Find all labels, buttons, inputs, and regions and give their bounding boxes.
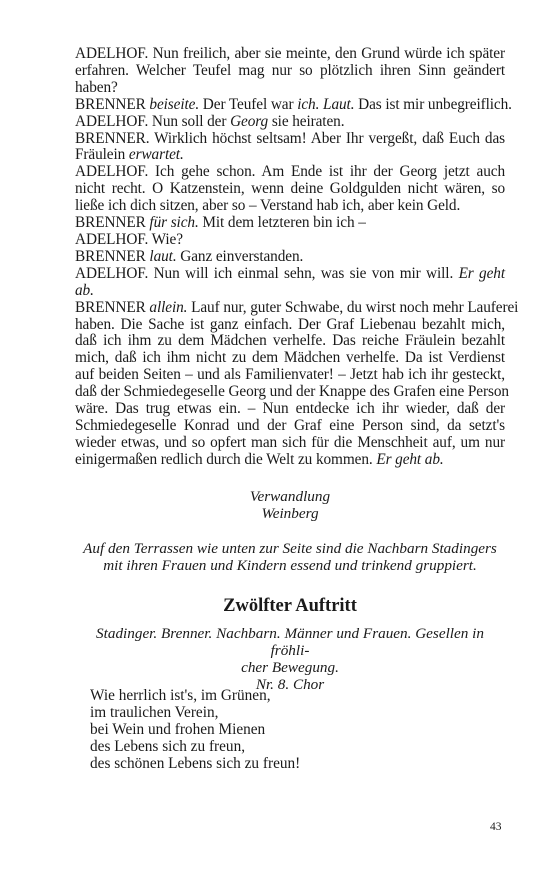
- dialogue-segment: daß ich ihm zu dem Mädchen verhelfe. Das reiche Fräulein bezahlt: [75, 332, 505, 350]
- chorus-verse: [90, 687, 300, 772]
- dialogue-line: [75, 249, 505, 266]
- verse-line: im traulichen Verein,: [90, 704, 219, 722]
- stage-note: beiseite.: [149, 95, 200, 113]
- dialogue-line: [75, 367, 505, 384]
- dialogue-line: [75, 266, 505, 283]
- dialogue-segment: wäre. Das trug etwas ein. – Nun entdecke ich ihr wieder, daß der: [75, 400, 505, 418]
- dialogue-line: [75, 383, 509, 401]
- stage-note: Er geht ab.: [376, 450, 444, 468]
- dialogue-segment: auf beiden Seiten – und als Familienvater! – Jetzt hab ich ihr gesteckt,: [75, 366, 505, 384]
- dialogue-line: [75, 232, 505, 249]
- stage-note: Er geht: [458, 264, 505, 282]
- dialogue-segment: daß der Schmiedegeselle Georg und der Knappe des Grafen eine Person: [75, 383, 509, 401]
- verse-line: des Lebens sich zu freun,: [90, 738, 246, 756]
- dialogue-line: [75, 198, 505, 215]
- dialogue-line: [75, 435, 505, 452]
- stage-direction: [75, 540, 505, 574]
- dialogue-segment: einigermaßen redlich durch die Welt zu kommen.: [75, 450, 377, 468]
- dialogue-line: [75, 401, 505, 418]
- dialogue-line: [75, 215, 505, 232]
- dialogue-line: [75, 147, 505, 164]
- dialogue-segment: BRENNER. Wirklich höchst seltsam! Aber Ihr vergeßt, daß Euch das: [75, 129, 505, 147]
- dialogue-segment: BRENNER: [75, 214, 150, 232]
- stage-direction-line: mit ihren Frauen und Kindern essend und trinkend gruppiert.: [103, 557, 477, 574]
- dialogue-segment: haben?: [75, 78, 118, 96]
- verse-line: bei Wein und frohen Mienen: [90, 721, 266, 739]
- stage-note: allein.: [149, 298, 188, 316]
- dialogue-segment: Ganz einverstanden.: [176, 247, 304, 265]
- stage-note: ich. Laut.: [297, 95, 355, 113]
- dialogue-segment: ließe ich dich sitzen, aber so – Verstand hab ich, aber kein Geld.: [75, 197, 461, 215]
- dialogue-segment: erfahren. Welcher Teufel mag nur so plötzlich ihren Sinn geändert: [75, 61, 505, 79]
- dialogue-segment: Das ist mir unbegreiflich.: [354, 95, 512, 113]
- cast-line: cher Bewegung.: [241, 659, 339, 676]
- dialogue-segment: ADELHOF. Ich gehe schon. Am Ende ist ihr der Georg jetzt auch: [75, 163, 505, 181]
- dialogue-segment: ADELHOF. Nun freilich, aber sie meinte, den Grund würde ich später: [75, 45, 505, 62]
- dialogue-line: [75, 46, 505, 63]
- dialogue-segment: mich, daß ich ihm nicht zu dem Mädchen verhelfe. Da ist Verdienst: [75, 349, 505, 367]
- dialogue-segment: ADELHOF. Wie?: [75, 230, 183, 248]
- dialogue-line: [75, 63, 505, 80]
- dialogue-segment: Mit dem letzteren bin ich –: [198, 214, 366, 232]
- dialogue-line: [75, 350, 505, 367]
- transformation-label: Verwandlung: [249, 488, 331, 505]
- dialogue-segment: BRENNER: [75, 95, 150, 113]
- dialogue-segment: Der Teufel war: [199, 95, 298, 113]
- dialogue-segment: sie heiraten.: [268, 112, 345, 130]
- number-label: Nr. 8. Chor: [255, 676, 325, 693]
- dialogue-line: [75, 452, 505, 469]
- verse-line: Wie herrlich ist's, im Grünen,: [90, 687, 271, 704]
- dialogue-line: [75, 333, 505, 350]
- dialogue-segment: Fräulein: [75, 146, 129, 164]
- dialogue-line: [75, 418, 505, 435]
- dialogue-segment: Schmiedegeselle Konrad und der Graf eine Person sind, da setzt's: [75, 416, 505, 434]
- dialogue-segment: BRENNER: [75, 247, 150, 265]
- scene-title: Zwölfter Auftritt: [223, 596, 357, 616]
- verse-line: des schönen Lebens sich zu freun!: [90, 755, 301, 773]
- dialogue-segment: nicht recht. O Katzenstein, wenn deine Goldgulden nicht wären, so: [75, 180, 505, 198]
- scene-cast: [75, 625, 505, 693]
- dialogue-line: [75, 283, 505, 300]
- dialogue-text: [75, 45, 519, 469]
- stage-note: laut.: [149, 247, 177, 265]
- dialogue-segment: BRENNER: [75, 298, 150, 316]
- dialogue-segment: haben. Die Sache ist ganz einfach. Der Graf Liebenau bezahlt mich,: [75, 315, 505, 333]
- dialogue-line: [75, 80, 505, 97]
- dialogue-line: [75, 317, 505, 334]
- stage-note: erwartet.: [128, 146, 184, 164]
- stage-direction-line: Auf den Terrassen wie unten zur Seite sind die Nachbarn Stadingers: [83, 540, 497, 557]
- dialogue-line: [75, 95, 512, 114]
- stage-note: ab.: [75, 281, 94, 299]
- dialogue-line: [75, 114, 505, 131]
- dialogue-segment: Lauf nur, guter Schwabe, du wirst noch mehr Lauferei: [187, 298, 519, 316]
- dialogue-segment: ADELHOF. Nun will ich einmal sehn, was sie von mir will.: [75, 264, 459, 282]
- transformation-heading: [75, 488, 505, 522]
- page-number: 43: [490, 821, 502, 833]
- dialogue-line: [75, 164, 505, 181]
- dialogue-line: [75, 181, 505, 198]
- dialogue-line: [75, 298, 519, 317]
- stage-note: für sich.: [149, 214, 199, 232]
- dialogue-segment: ADELHOF. Nun soll der: [75, 112, 231, 130]
- dialogue-segment: wieder etwas, und so opfert man sich für die Menschheit auf, um nur: [75, 433, 505, 451]
- dialogue-line: [75, 131, 505, 148]
- cast-line: Stadinger. Brenner. Nachbarn. Männer und Frauen. Gesellen in fröhli-: [96, 625, 484, 659]
- location-label: Weinberg: [261, 505, 319, 522]
- stage-note: Georg: [230, 112, 269, 130]
